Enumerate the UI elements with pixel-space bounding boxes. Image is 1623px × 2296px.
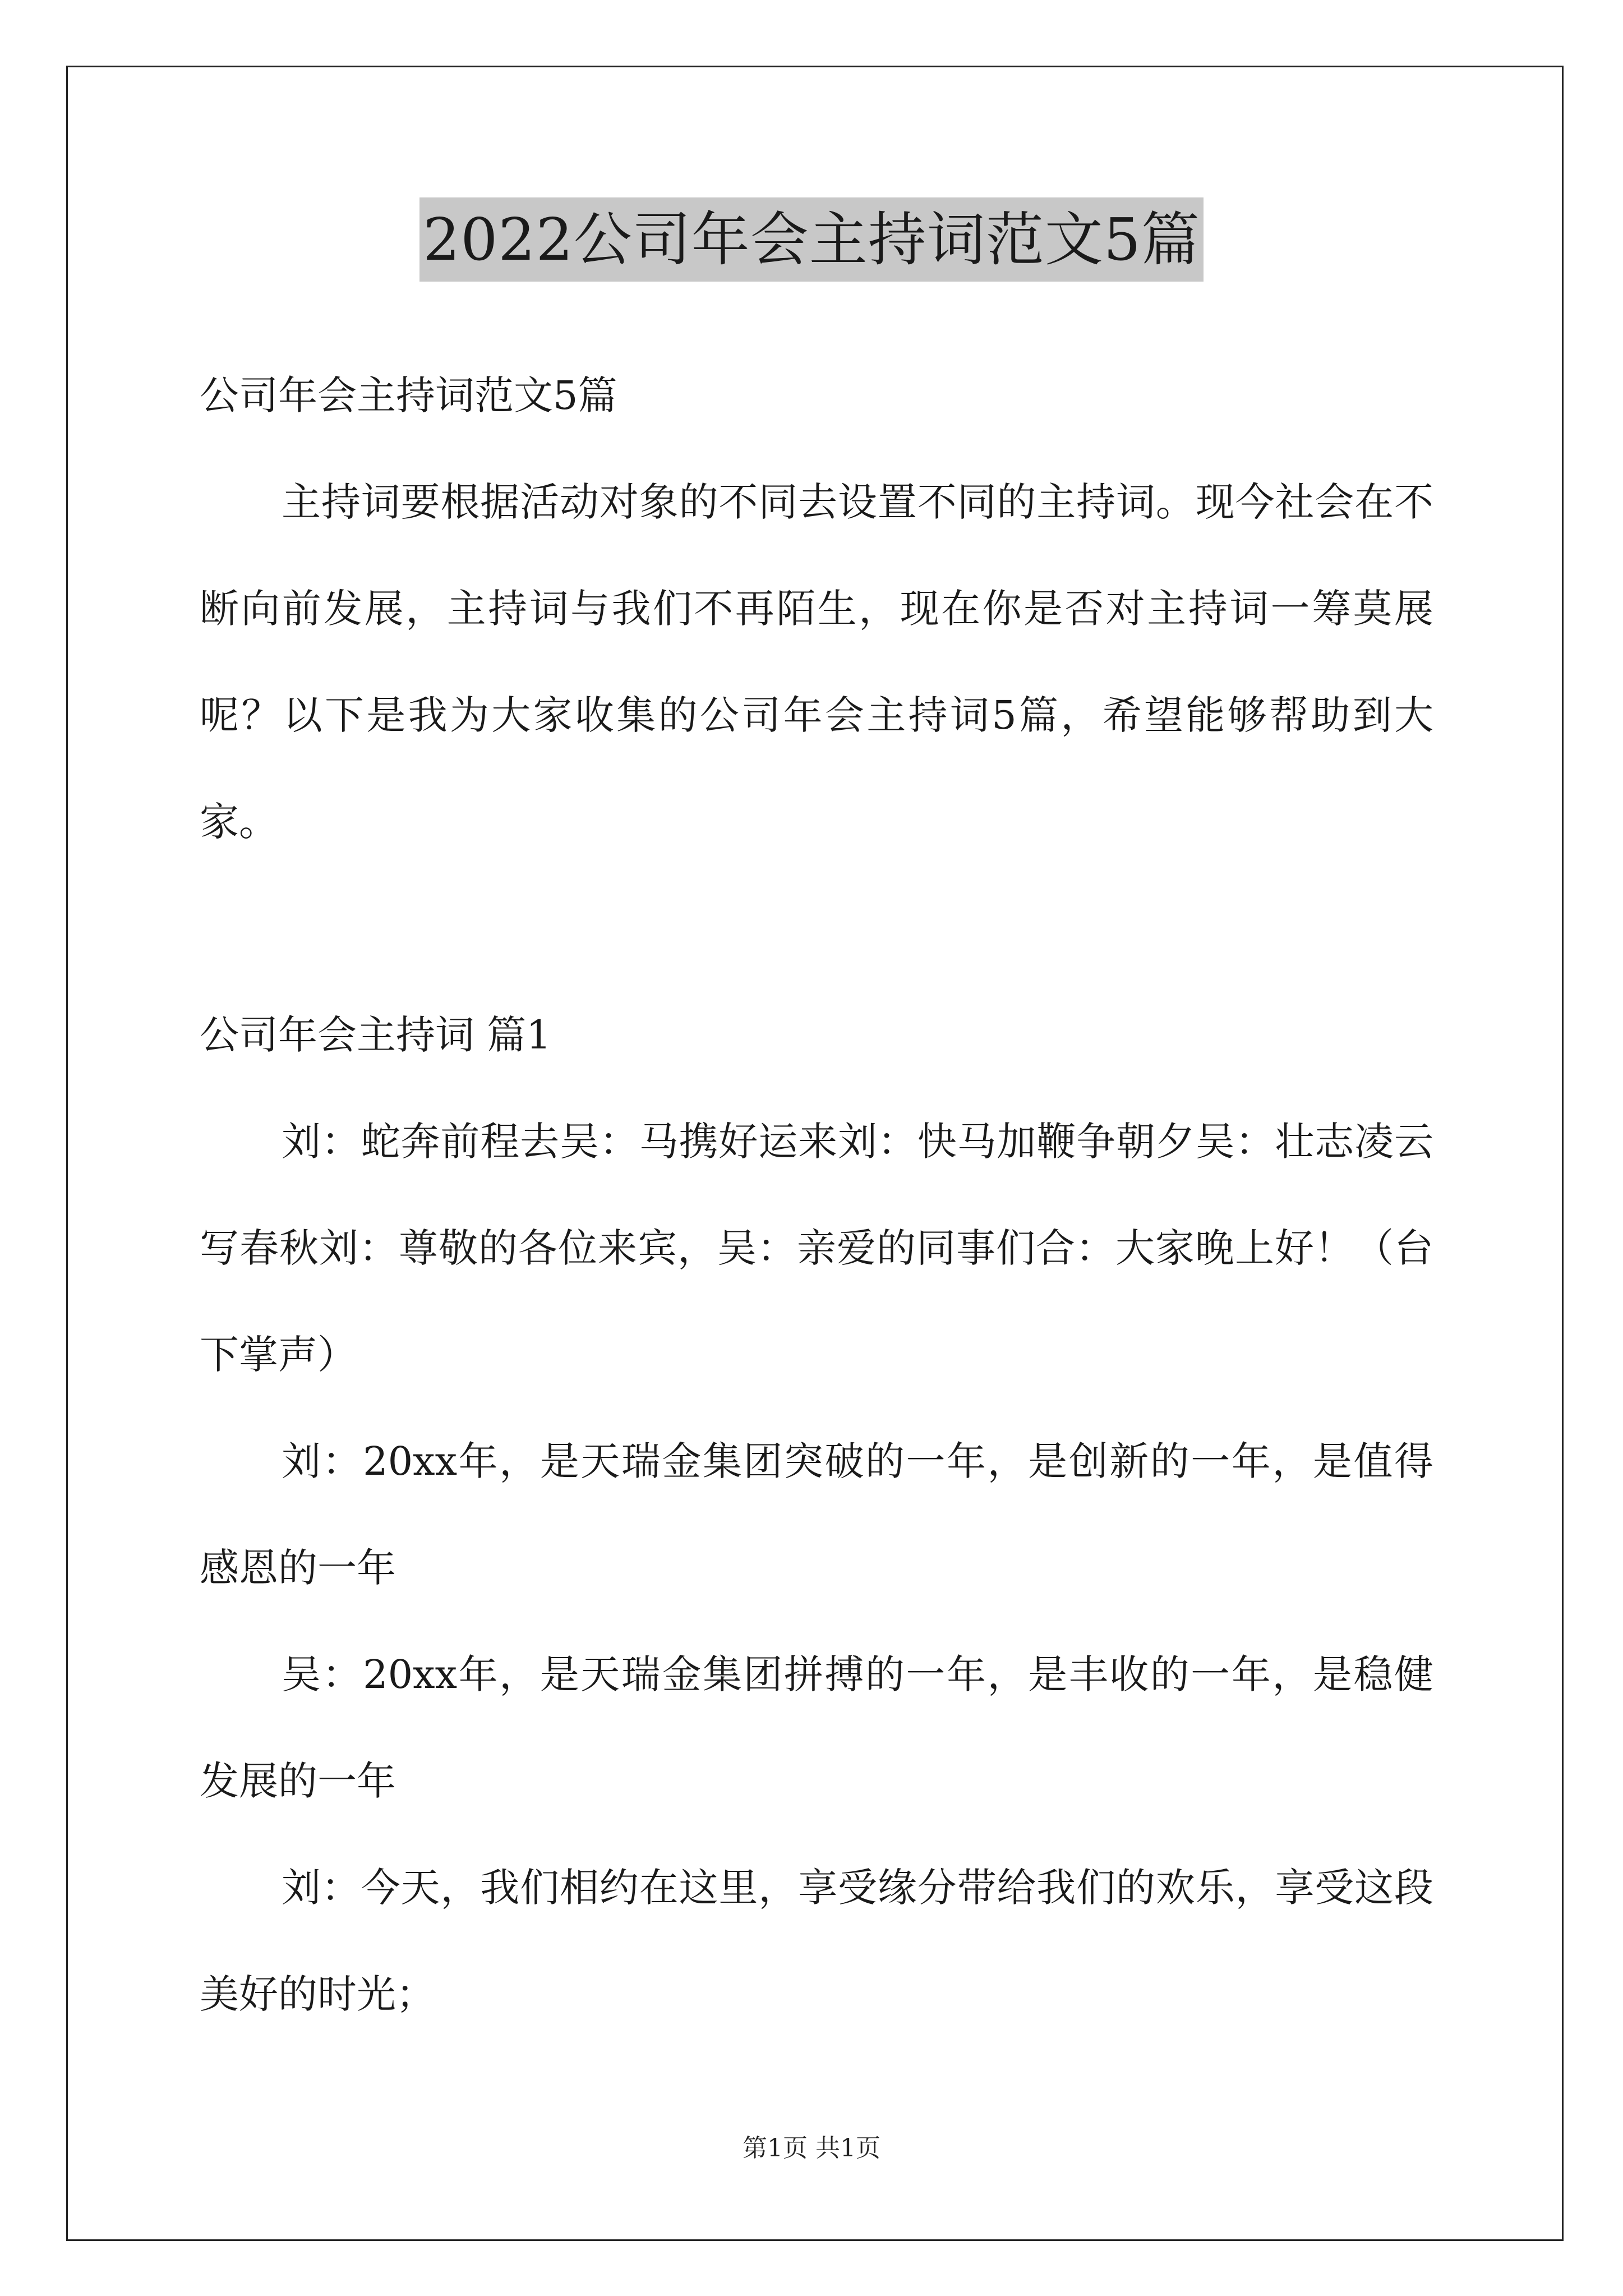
section-spacer	[200, 875, 1433, 982]
section-heading: 公司年会主持词 篇1	[200, 1012, 551, 1058]
body-paragraph: 刘：今天，我们相约在这里，享受缘分带给我们的欢乐，享受这段美好的时光；	[200, 1865, 1433, 2017]
intro-paragraph: 主持词要根据活动对象的不同去设置不同的主持词。现今社会在不断向前发展，主持词与我们不再陌生，现在你是否对主持词一筹莫展呢？以下是我为大家收集的公司年会主持词5篇，希望能够帮助到大家。	[200, 479, 1433, 845]
title-container	[0, 197, 1623, 282]
body-paragraph: 吴：20xx年，是天瑞金集团拼搏的一年，是丰收的一年，是稳健发展的一年	[200, 1651, 1433, 1804]
document-title: 2022公司年会主持词范文5篇	[419, 197, 1204, 282]
document-subtitle: 公司年会主持词范文5篇	[200, 372, 617, 418]
body-paragraph: 刘：蛇奔前程去吴：马携好运来刘：快马加鞭争朝夕吴：壮志凌云写春秋刘：尊敬的各位来宾，吴：亲爱的同事们合：大家晚上好！（台下掌声）	[200, 1119, 1433, 1378]
body-paragraph: 刘：20xx年，是天瑞金集团突破的一年，是创新的一年，是值得感恩的一年	[200, 1438, 1433, 1591]
document-body	[200, 342, 1433, 2047]
page-footer: 第1页 共1页	[743, 2134, 880, 2162]
